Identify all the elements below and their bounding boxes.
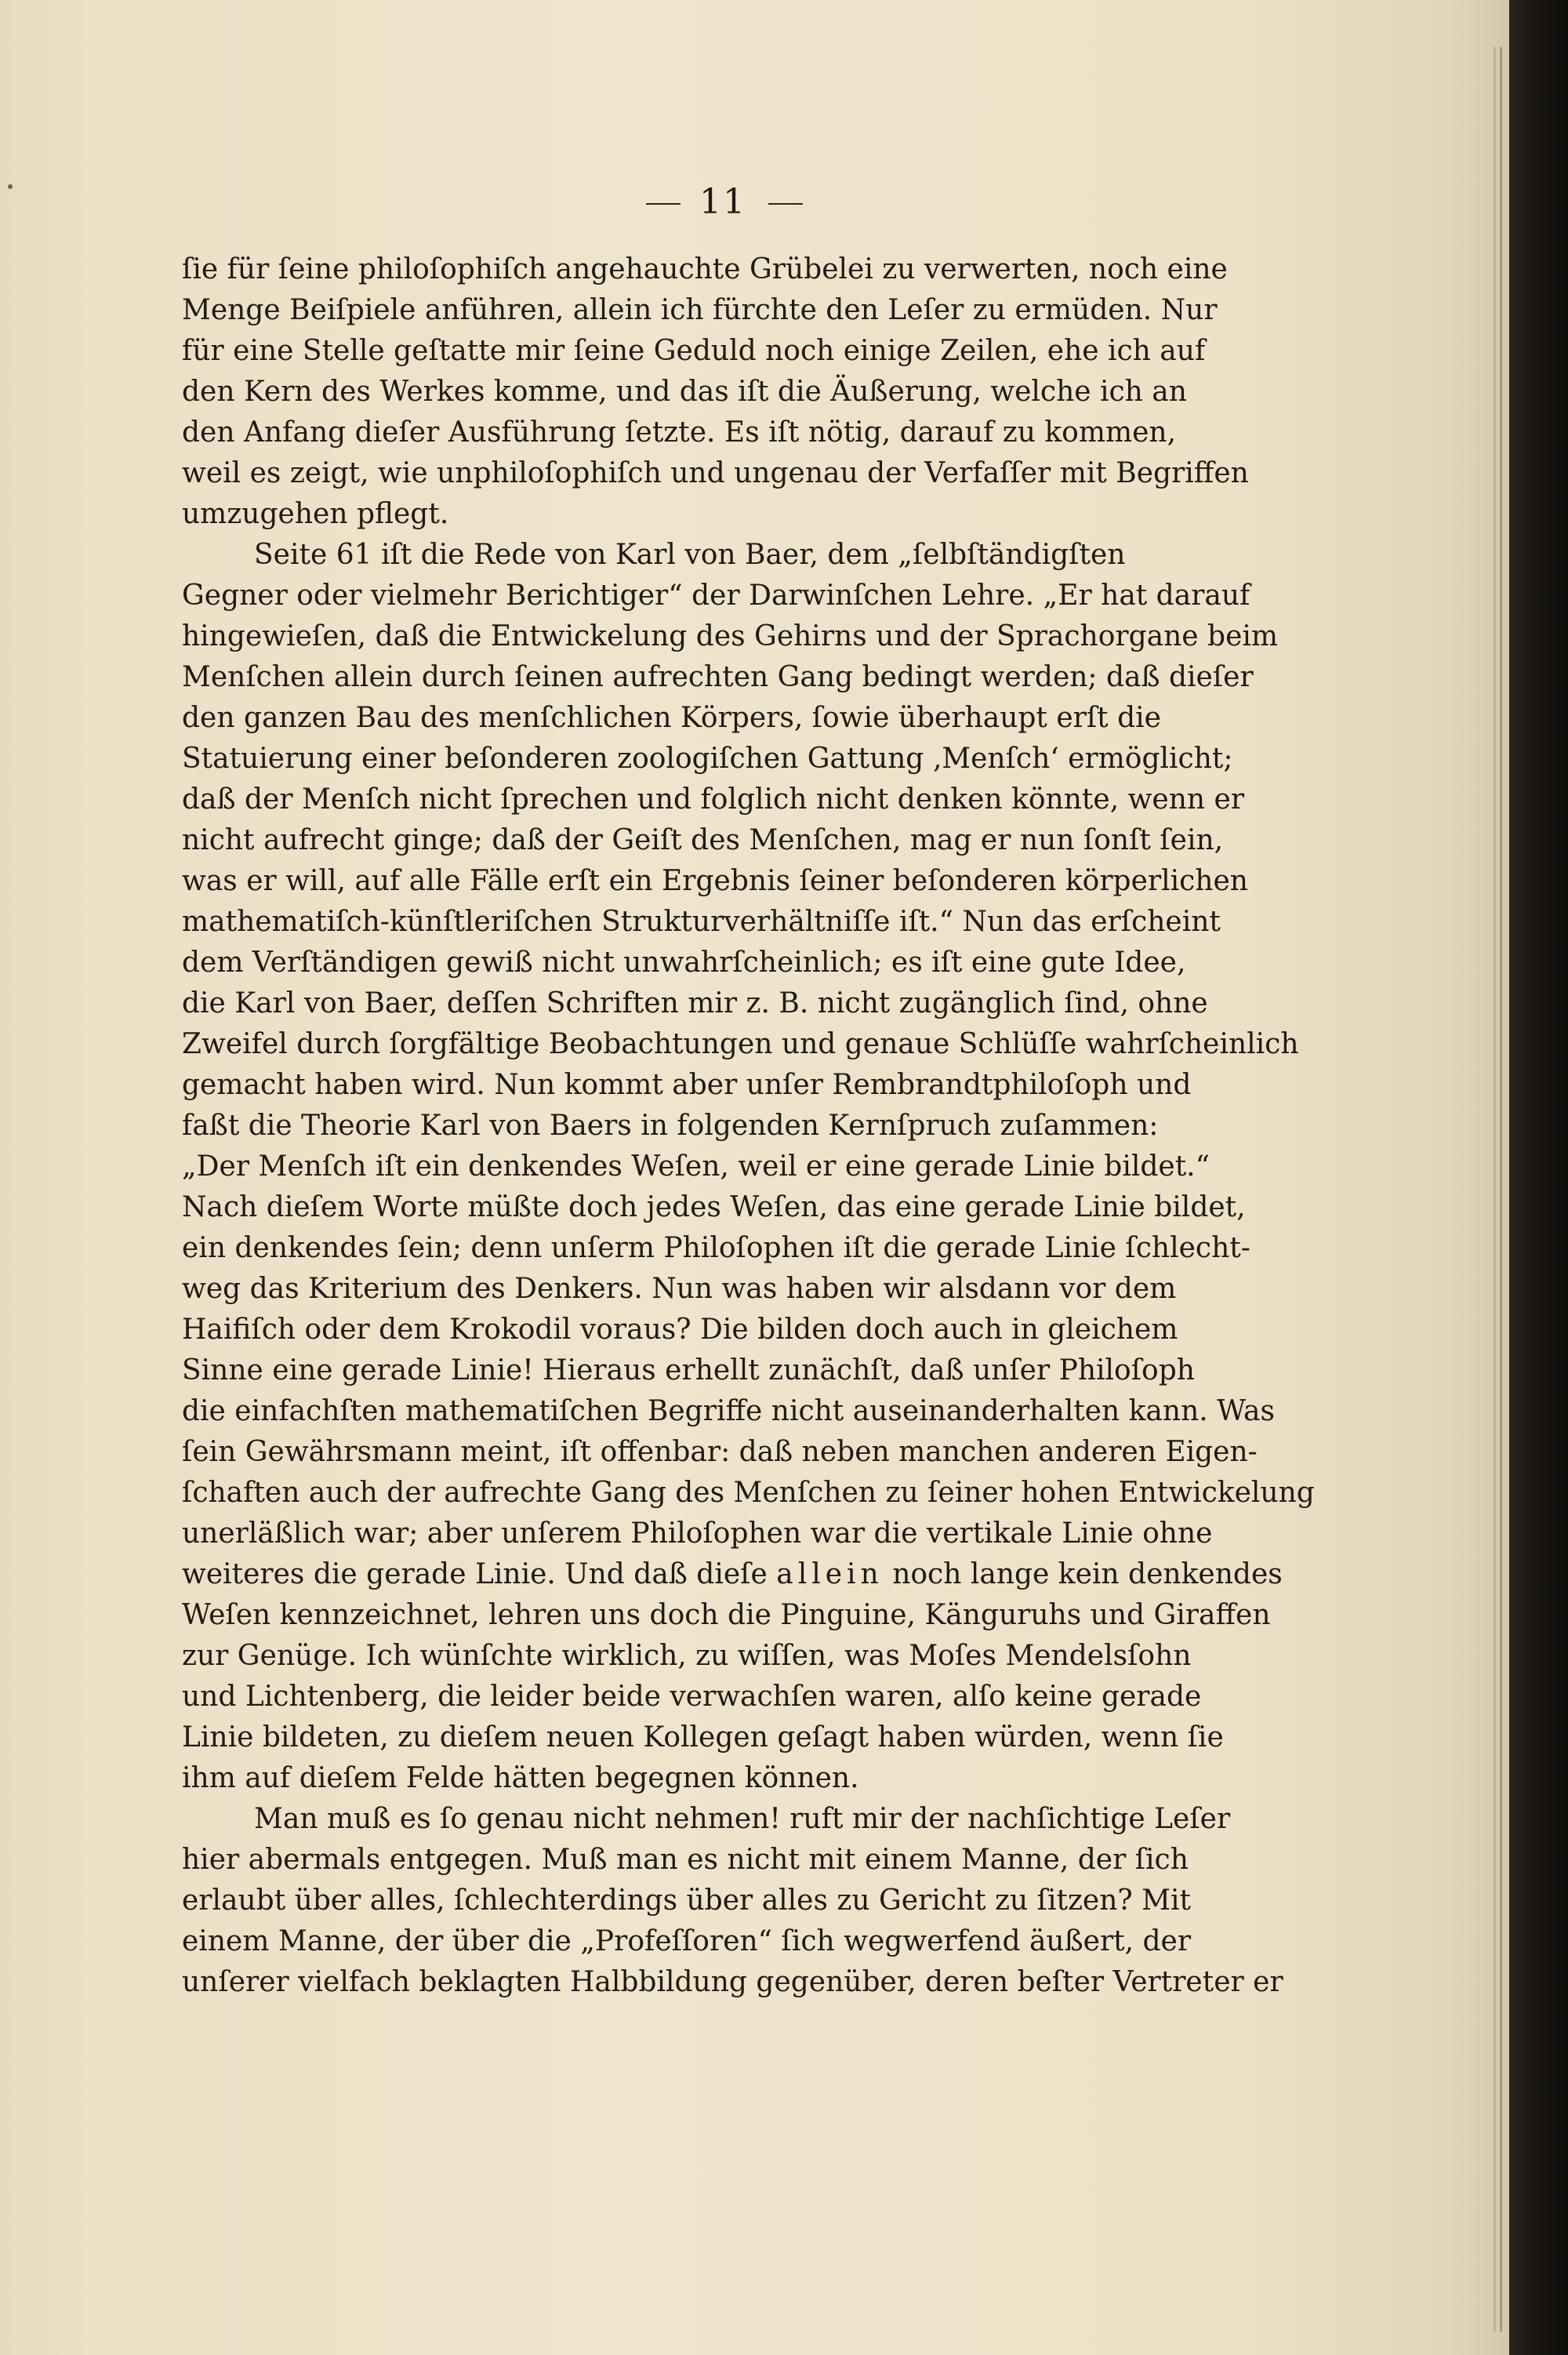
text-line: Haifiſch oder dem Krokodil voraus? Die bilden doch auch in gleichem: [182, 1314, 1178, 1346]
text-line: hingewieſen, daß die Entwickelung des Gehirns und der Sprachorgane beim: [182, 620, 1279, 652]
text-line: daß der Menſch nicht ſprechen und folglich nicht denken könnte, wenn er: [182, 783, 1245, 816]
page-edge: [1500, 47, 1502, 2331]
paragraph-start-line: Seite 61 iſt die Rede von Karl von Baer, dem „ſelbſtändigſten: [254, 539, 1126, 571]
text-line: weil es zeigt, wie unphiloſophiſch und ungenau der Verfaſſer mit Begriffen: [182, 457, 1249, 489]
text-line: ihm auf dieſem Felde hätten begegnen können.: [182, 1762, 859, 1794]
page-number: 11: [699, 182, 746, 222]
text-segment: noch lange kein denkendes: [892, 1558, 1283, 1590]
text-line: Weſen kennzeichnet, lehren uns doch die Pinguine, Känguruhs und Giraffen: [182, 1599, 1271, 1631]
header-dash-right: [768, 203, 803, 205]
text-line: Nach dieſem Worte müßte doch jedes Weſen, das eine gerade Linie bildet,: [182, 1191, 1246, 1223]
text-line: gemacht haben wird. Nun kommt aber unſer Rembrandtphiloſoph und: [182, 1069, 1192, 1101]
text-line: zur Genüge. Ich wünſchte wirklich, zu wiſſen, was Moſes Mendelsſohn: [182, 1640, 1192, 1672]
text-line: Menge Beiſpiele anführen, allein ich fürchte den Leſer zu ermüden. Nur: [182, 294, 1218, 326]
text-line: und Lichtenberg, die leider beide verwachſen waren, alſo keine gerade: [182, 1681, 1202, 1713]
emphasized-word: allein: [776, 1558, 884, 1590]
book-binding: [1509, 0, 1568, 2355]
text-line: Linie bildeten, zu dieſem neuen Kollegen geſagt haben würden, wenn ſie: [182, 1721, 1224, 1754]
text-line: Statuierung einer beſonderen zoologiſchen Gattung ‚Menſch‘ ermöglicht;: [182, 743, 1233, 775]
text-line: nicht aufrecht ginge; daß der Geiſt des Menſchen, mag er nun ſonſt ſein,: [182, 824, 1224, 856]
text-line: was er will, auf alle Fälle erſt ein Ergebnis ſeiner beſonderen körperlichen: [182, 865, 1248, 897]
text-line: die Karl von Baer, deſſen Schriften mir z. B. nicht zugänglich ſind, ohne: [182, 987, 1208, 1019]
text-line: die einfachſten mathematiſchen Begriffe nicht auseinanderhalten kann. Was: [182, 1395, 1275, 1427]
text-line: ſein Gewährsmann meint, iſt offenbar: daß neben manchen anderen Eigen-: [182, 1436, 1258, 1468]
text-line: ſchaften auch der aufrechte Gang des Menſchen zu ſeiner hohen Entwickelung: [182, 1477, 1315, 1509]
header-dash-left: [646, 203, 681, 205]
text-line: mathematiſch-künſtleriſchen Strukturverhältniſſe iſt.“ Nun das erſcheint: [182, 906, 1221, 938]
text-line: dem Verſtändigen gewiß nicht unwahrſcheinlich; es iſt eine gute Idee,: [182, 947, 1186, 979]
text-line: unſerer vielfach beklagten Halbbildung gegenüber, deren beſter Vertreter er: [182, 1966, 1283, 1998]
text-line: den ganzen Bau des menſchlichen Körpers, ſowie überhaupt erſt die: [182, 702, 1161, 734]
text-line: umzugehen pflegt.: [182, 498, 449, 530]
text-line: den Kern des Werkes komme, und das iſt die Äußerung, welche ich an: [182, 376, 1187, 408]
text-line: faßt die Theorie Karl von Baers in folgenden Kernſpruch zuſammen:: [182, 1110, 1159, 1142]
text-line: Sinne eine gerade Linie! Hieraus erhellt zunächſt, daß unſer Philoſoph: [182, 1354, 1195, 1386]
body-text: [182, 249, 1315, 2003]
text-line: hier abermals entgegen. Muß man es nicht mit einem Manne, der ſich: [182, 1844, 1189, 1876]
text-line: den Anfang dieſer Ausführung ſetzte. Es iſt nötig, darauf zu kommen,: [182, 416, 1177, 449]
text-line: Zweifel durch ſorgfältige Beobachtungen und genaue Schlüſſe wahrſcheinlich: [182, 1028, 1299, 1060]
text-segment: weiteres die gerade Linie. Und daß dieſe: [182, 1558, 768, 1590]
text-line: für eine Stelle geſtatte mir ſeine Geduld noch einige Zeilen, ehe ich auf: [182, 335, 1206, 367]
paragraph-start-line: Man muß es ſo genau nicht nehmen! ruft mir der nachſichtige Leſer: [254, 1803, 1231, 1835]
text-line: erlaubt über alles, ſchlechterdings über alles zu Gericht zu ſitzen? Mit: [182, 1884, 1191, 1917]
text-line: [182, 1554, 1283, 1595]
page-edge: [1494, 47, 1496, 2331]
text-line: „Der Menſch iſt ein denkendes Weſen, weil er eine gerade Linie bildet.“: [182, 1150, 1210, 1183]
text-line: ſie für ſeine philoſophiſch angehauchte Grübelei zu verwerten, noch eine: [182, 253, 1228, 285]
text-line: einem Manne, der über die „Profeſſoren“ ſich wegwerfend äußert, der: [182, 1925, 1192, 1957]
text-line: unerläßlich war; aber unſerem Philoſophen war die vertikale Linie ohne: [182, 1517, 1213, 1550]
text-line: Menſchen allein durch ſeinen aufrechten Gang bedingt werden; daß dieſer: [182, 661, 1254, 693]
text-line: weg das Kriterium des Denkers. Nun was haben wir alsdann vor dem: [182, 1273, 1177, 1305]
text-line: ein denkendes ſein; denn unſerm Philoſophen iſt die gerade Linie ſchlecht-: [182, 1232, 1250, 1264]
text-line: Gegner oder vielmehr Berichtiger“ der Darwinſchen Lehre. „Er hat darauf: [182, 580, 1250, 612]
